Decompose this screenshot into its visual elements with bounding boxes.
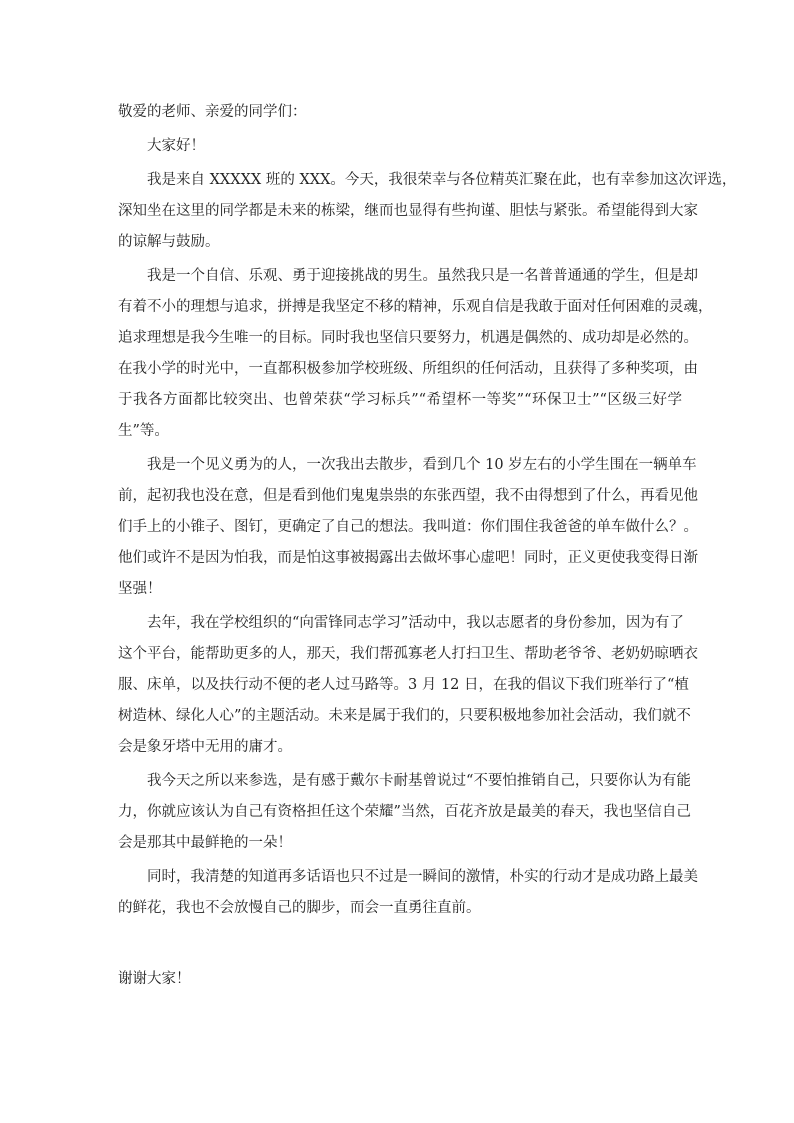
paragraph-line: 们手上的小锥子、图钉，更确定了自己的想法。我叫道：你们围住我爸爸的单车做什么？。 — [118, 519, 698, 535]
paragraph-line: 我是一个自信、乐观、勇于迎接挑战的男生。虽然我只是一名普普通通的学生，但是却 — [147, 268, 698, 284]
paragraph-line: 我是一个见义勇为的人，一次我出去散步，看到几个 10 岁左右的小学生围在一辆单车 — [147, 457, 697, 473]
paragraph — [118, 866, 698, 928]
document-page — [118, 101, 737, 999]
paragraph-line: 坚强！ — [118, 581, 162, 597]
paragraph-line: 我今天之所以来参选，是有感于戴尔卡耐基曾说过“不要怕推销自己，只要你认为有能 — [147, 773, 691, 789]
paragraph-line: 有着不小的理想与追求，拼搏是我坚定不移的精神，乐观自信是我敢于面对任何困难的灵魂， — [118, 299, 713, 315]
paragraph-line: 深知坐在这里的同学都是未来的栋梁，继而也显得有些拘谨、胆怯与紧张。希望能得到大家 — [118, 203, 698, 219]
paragraph-line: 前，起初我也没在意，但是看到他们鬼鬼祟祟的东张西望，我不由得想到了什么，再看见他 — [118, 488, 698, 504]
paragraph-line: 会是象牙塔中无用的庸才。 — [118, 739, 292, 755]
paragraph-line: 于我各方面都比较突出、也曾荣获“学习标兵”“希望杯一等奖”“环保卫士”“区级三好学 — [118, 392, 682, 408]
paragraph-line: 的谅解与鼓励。 — [118, 234, 220, 250]
paragraph-line: 会是那其中最鲜艳的一朵！ — [118, 835, 292, 851]
paragraph-line: 同时，我清楚的知道再多话语也只不过是一瞬间的激情，朴实的行动才是成功路上最美 — [147, 869, 698, 885]
closing-line: 谢谢大家！ — [118, 971, 191, 987]
paragraph — [118, 770, 691, 863]
hello-line: 大家好！ — [147, 138, 205, 154]
paragraph-line: 这个平台，能帮助更多的人，那天，我们帮孤寡老人打扫卫生、帮助老爷爷、老奶奶晾晒衣 — [118, 646, 698, 662]
paragraph-line: 服、床单，以及扶行动不便的老人过马路等。3 月 12 日，在我的倡议下我们班举行了“植 — [118, 677, 689, 693]
paragraph-line: 力，你就应该认为自己有资格担任这个荣耀”当然，百花齐放是最美的春天，我也坚信自己 — [118, 804, 691, 820]
paragraph-line: 我是来自 XXXXX 班的 XXX。今天，我很荣幸与各位精英汇聚在此，也有幸参加这次评选， — [147, 172, 737, 188]
paragraph-line: 的鲜花，我也不会放慢自己的脚步，而会一直勇往直前。 — [118, 900, 481, 916]
paragraph-line: 在我小学的时光中，一直都积极参加学校班级、所组织的任何活动，且获得了多种奖项，由 — [118, 361, 698, 377]
paragraph-line: 他们或许不是因为怕我，而是怕这事被揭露出去做坏事心虚吧！同时，正义更使我变得日渐 — [118, 550, 698, 566]
speech-body — [118, 169, 737, 928]
paragraph — [118, 169, 737, 262]
paragraph — [118, 454, 698, 609]
paragraph-line: 生”等。 — [118, 423, 169, 439]
paragraph-line: 去年，我在学校组织的“向雷锋同志学习”活动中，我以志愿者的身份参加，因为有了 — [147, 615, 684, 631]
paragraph-line: 树造林、绿化人心”的主题活动。未来是属于我们的，只要积极地参加社会活动，我们就不 — [118, 708, 691, 724]
paragraph — [118, 612, 698, 767]
paragraph — [118, 265, 713, 451]
greeting: 敬爱的老师、亲爱的同学们： — [118, 104, 307, 120]
paragraph-line: 追求理想是我今生唯一的目标。同时我也坚信只要努力，机遇是偶然的、成功却是必然的。 — [118, 330, 698, 346]
